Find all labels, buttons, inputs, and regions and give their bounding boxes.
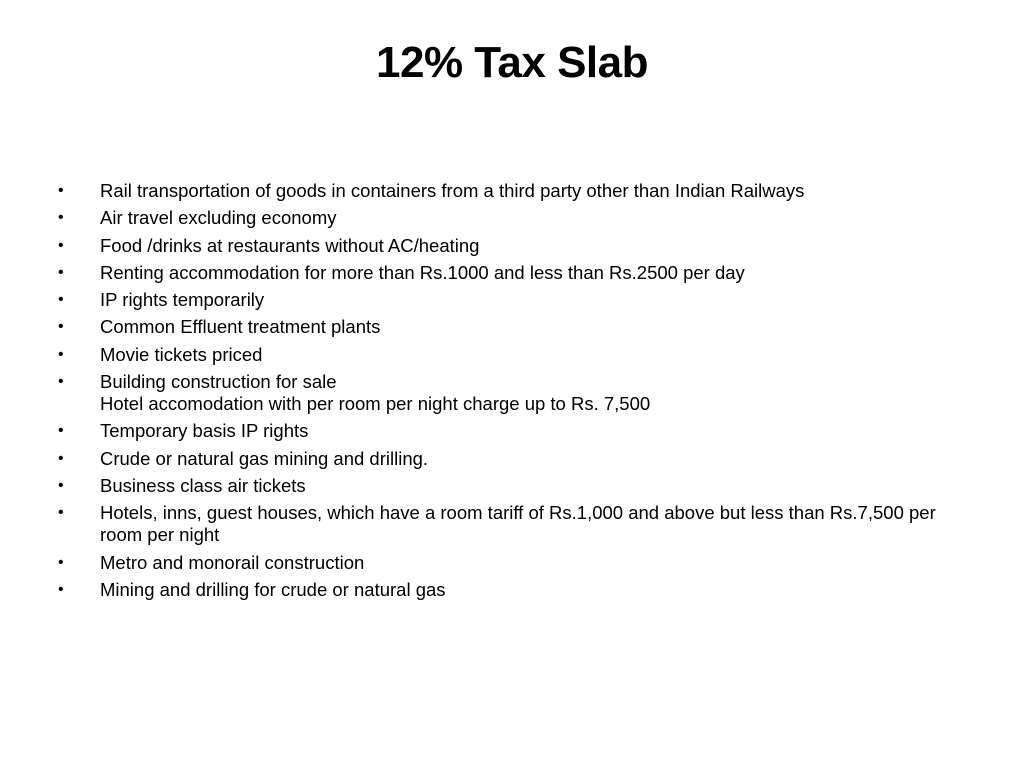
bullet-icon: • <box>58 449 64 467</box>
bullet-text: Crude or natural gas mining and drilling. <box>100 447 429 469</box>
bullet-text: Temporary basis IP rights <box>100 420 309 442</box>
slide-title: 12% Tax Slab <box>376 38 648 87</box>
bullet-text: Rail transportation of goods in containers from a third party other than Indian Railways <box>100 180 805 201</box>
bullet-text: Food /drinks at restaurants without AC/heating <box>100 234 480 256</box>
list-item <box>56 475 956 497</box>
bullet-text: Metro and monorail construction <box>100 551 365 573</box>
bullet-text: Common Effluent treatment plants <box>100 316 381 338</box>
bullet-icon: • <box>58 318 64 336</box>
list-item <box>56 235 956 257</box>
bullet-icon: • <box>58 209 64 227</box>
list-item <box>56 207 956 229</box>
bullet-text: Renting accommodation for more than Rs.1000 and less than Rs.2500 per day <box>100 261 745 283</box>
list-item <box>56 316 956 338</box>
list-item <box>56 502 956 546</box>
bullet-text: Hotels, inns, guest houses, which have a room tariff of Rs.1,000 and above but less than Rs.7,500 per room per night <box>100 502 936 546</box>
bullet-text: Business class air tickets <box>100 474 306 496</box>
list-item <box>56 579 956 601</box>
bullet-icon: • <box>58 263 64 281</box>
bullet-text: IP rights temporarily <box>100 289 265 311</box>
bullet-icon: • <box>58 182 64 199</box>
bullet-icon: • <box>58 553 64 571</box>
bullet-icon: • <box>58 422 64 440</box>
list-item <box>56 262 956 284</box>
list-item <box>56 344 956 366</box>
bullet-icon: • <box>58 291 64 309</box>
bullet-icon: • <box>58 236 64 254</box>
bullet-text: Air travel excluding economy <box>100 207 337 229</box>
bullet-text: Building construction for sale Hotel accomodation with per room per night charge up to Rs. 7,500 <box>100 371 651 415</box>
bullet-text: Movie tickets priced <box>100 343 263 365</box>
list-item <box>56 552 956 574</box>
list-item <box>56 448 956 470</box>
bullet-icon: • <box>58 373 64 391</box>
bullet-icon: • <box>58 504 64 522</box>
list-item <box>56 180 956 202</box>
bullet-text: Mining and drilling for crude or natural gas <box>100 578 446 600</box>
bullet-list <box>56 180 956 606</box>
list-item <box>56 371 956 415</box>
bullet-icon: • <box>58 345 64 363</box>
list-item <box>56 289 956 311</box>
list-item <box>56 420 956 442</box>
bullet-icon: • <box>58 476 64 494</box>
bullet-icon: • <box>58 580 64 598</box>
